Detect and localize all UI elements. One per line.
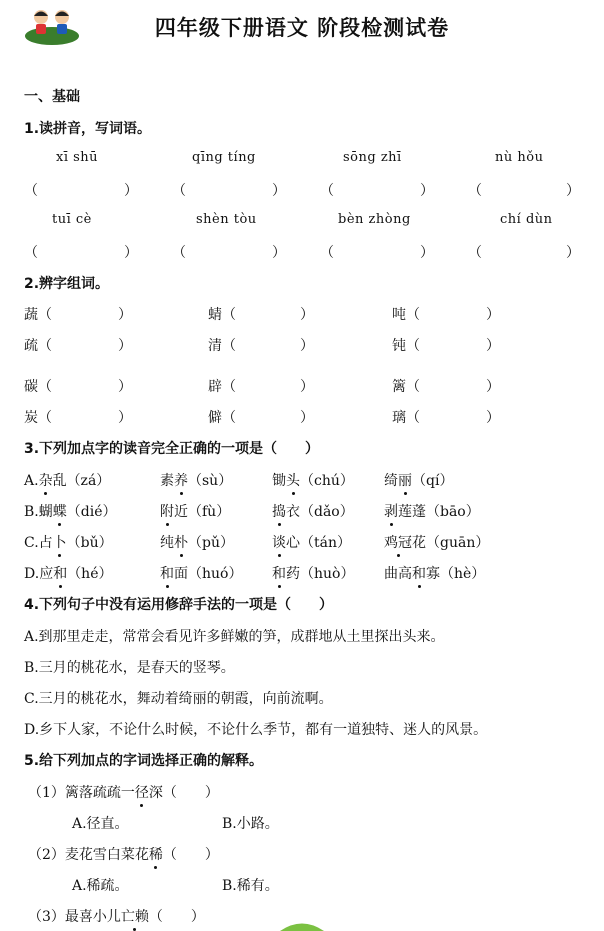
pinyin-reading: （dié） (66, 504, 117, 520)
word-blank-close: ） (486, 410, 500, 426)
word-rest: 面 (174, 566, 188, 582)
option-D-item (384, 563, 485, 583)
word-rest: 占 (38, 535, 53, 551)
dotted-char: 附 (160, 501, 174, 521)
dotted-char: 谈 (272, 532, 286, 552)
word-blank: 清（ (208, 338, 236, 354)
pinyin: qīng tíng (192, 150, 256, 165)
option-letter: A. (24, 473, 39, 489)
pinyin-reading: （bǔ） (66, 535, 113, 551)
q4-option-A: A.到那里走走，常常会看见许多鲜嫩的笋，成群地从土里探出头来。 (24, 629, 445, 645)
q5-text: （3）最喜小儿 (28, 909, 121, 925)
option-B-item (384, 501, 480, 521)
pinyin: shèn tòu (196, 212, 257, 227)
pinyin: sōng zhī (343, 150, 402, 165)
q4-option-D: D.乡下人家，不论什么时候，不论什么季节，都有一道独特、迷人的风景。 (24, 722, 488, 738)
pinyin-reading: （pǔ） (188, 535, 234, 551)
option-D-item (160, 563, 242, 583)
q5-label: 5.给下列加点的字词选择正确的解释。 (24, 753, 264, 769)
word-blank-close: ） (486, 307, 500, 323)
q5-text: （ ） (148, 909, 205, 925)
word-rest: 蝴 (38, 504, 53, 520)
word-blank-close: ） (118, 410, 132, 426)
pinyin: chí dùn (500, 212, 553, 227)
word-rest: 莲蓬 (398, 504, 426, 520)
word-rest: 乱 (52, 473, 67, 489)
option-B-item (160, 501, 230, 521)
word-rest: 近 (174, 504, 188, 520)
pinyin-reading: （guān） (426, 535, 490, 551)
q5-item-1-option-a: A.径直。 (72, 816, 129, 832)
option-C-item (384, 532, 489, 552)
pinyin-reading: 寡（hè） (426, 566, 486, 582)
pinyin: bèn zhòng (338, 212, 411, 227)
paren-close: ） (566, 183, 580, 199)
q5-item-1-option-b: B.小路。 (222, 816, 279, 832)
paren-open: （ (24, 183, 38, 199)
word-blank: 蔬（ (24, 307, 52, 323)
word-blank: 炭（ (24, 410, 52, 426)
paren-close: ） (124, 245, 138, 261)
word-blank-close: ） (486, 379, 500, 395)
q5-text: （2）麦花雪白菜花 (28, 847, 149, 863)
option-letter: B. (24, 504, 39, 520)
option-C (24, 532, 113, 552)
paren-open: （ (320, 245, 334, 261)
dotted-char: 蝶 (53, 501, 67, 521)
pinyin-reading: （sù） (188, 473, 233, 489)
dotted-char: 亡赖 (121, 906, 149, 926)
dotted-char: 养 (174, 470, 188, 490)
q5-text: （1）篱落疏疏一 (28, 785, 135, 801)
option-C-item (272, 532, 351, 552)
dotted-char: 卜 (53, 532, 67, 552)
q5-item-2 (28, 844, 219, 864)
word-blank-close: ） (118, 379, 132, 395)
paren-open: （ (468, 183, 482, 199)
word-rest: 药 (286, 566, 300, 582)
word-blank-close: ） (300, 338, 314, 354)
dotted-char: 和 (53, 563, 67, 583)
option-letter: C. (24, 535, 39, 551)
paren-open: （ (172, 245, 186, 261)
word-rest: 纯 (160, 535, 174, 551)
paren-open: （ (320, 183, 334, 199)
pinyin-reading: （qí） (412, 473, 454, 489)
pinyin-reading: （chú） (300, 473, 354, 489)
paren-open: （ (468, 245, 482, 261)
word-blank: 篱（ (392, 379, 420, 395)
paren-close: ） (272, 183, 286, 199)
q5-item-2-option-b: B.稀有。 (222, 878, 279, 894)
pinyin: tuī cè (52, 212, 92, 227)
option-A-item (272, 470, 354, 490)
q5-text: （ ） (162, 847, 219, 863)
paren-close: ） (420, 183, 434, 199)
pinyin-reading: （huó） (188, 566, 243, 582)
word-blank-close: ） (300, 410, 314, 426)
word-blank: 僻（ (208, 410, 236, 426)
word-rest: 曲高 (384, 566, 412, 582)
q4-option-C: C.三月的桃花水，舞动着绮丽的朝霞，向前流啊。 (24, 691, 333, 707)
option-D (24, 563, 113, 583)
dotted-char: 头 (286, 470, 300, 490)
pinyin-reading: （dǎo） (300, 504, 354, 520)
pinyin: nù hǒu (495, 150, 544, 165)
word-blank-close: ） (486, 338, 500, 354)
pinyin: xī shū (56, 150, 99, 165)
option-A-item (384, 470, 453, 490)
word-blank: 蜻（ (208, 307, 236, 323)
word-rest: 素 (160, 473, 174, 489)
q2-label: 2.辨字组词。 (24, 276, 110, 292)
dotted-char: 捣 (272, 501, 286, 521)
option-C-item (160, 532, 234, 552)
paren-open: （ (172, 183, 186, 199)
q5-text: 深（ ） (148, 785, 219, 801)
word-blank: 钝（ (392, 338, 420, 354)
green-semicircle-decoration (280, 922, 324, 931)
paren-close: ） (566, 245, 580, 261)
word-blank-close: ） (300, 379, 314, 395)
word-rest: 衣 (286, 504, 300, 520)
word-blank: 辟（ (208, 379, 236, 395)
word-rest: 心 (286, 535, 300, 551)
paren-close: ） (420, 245, 434, 261)
pinyin-reading: （hé） (67, 566, 113, 582)
word-blank: 疏（ (24, 338, 52, 354)
option-B-item (272, 501, 354, 521)
paren-close: ） (272, 245, 286, 261)
dotted-char: 剥 (384, 501, 398, 521)
dotted-char: 径 (135, 782, 149, 802)
option-A-item (160, 470, 232, 490)
word-rest: 锄 (272, 473, 286, 489)
pinyin-reading: （tán） (300, 535, 351, 551)
word-rest: 绮 (384, 473, 398, 489)
option-B (24, 501, 116, 521)
q4-label: 4.下列句子中没有运用修辞手法的一项是（ ） (24, 597, 334, 613)
word-blank: 吨（ (392, 307, 420, 323)
dotted-char: 和 (272, 563, 286, 583)
dotted-char: 鸡冠 (384, 532, 412, 552)
q4-option-B: B.三月的桃花水，是春天的竖琴。 (24, 660, 235, 676)
q5-item-3 (28, 906, 205, 926)
word-rest: 应 (39, 566, 54, 582)
q5-item-1 (28, 782, 219, 802)
word-blank: 璃（ (392, 410, 420, 426)
pinyin-reading: （huò） (300, 566, 355, 582)
paren-open: （ (24, 245, 38, 261)
q3-label: 3.下列加点字的读音完全正确的一项是（ ） (24, 441, 320, 457)
dotted-char: 和 (412, 563, 426, 583)
pinyin-reading: （zá） (66, 473, 111, 489)
q5-item-2-option-a: A.稀疏。 (72, 878, 129, 894)
pinyin-reading: （fù） (188, 504, 231, 520)
dotted-char: 朴 (174, 532, 188, 552)
word-blank: 碳（ (24, 379, 52, 395)
option-D-item (272, 563, 354, 583)
word-blank-close: ） (300, 307, 314, 323)
dotted-char: 丽 (398, 470, 412, 490)
word-blank-close: ） (118, 307, 132, 323)
dotted-char: 杂 (39, 470, 53, 490)
pinyin-reading: （bāo） (426, 504, 480, 520)
word-rest: 花 (412, 535, 426, 551)
section-heading: 一、基础 (24, 89, 80, 105)
dotted-char: 稀 (149, 844, 163, 864)
page-title: 四年级下册语文 阶段检测试卷 (154, 16, 450, 40)
option-letter: D. (24, 566, 40, 582)
q1-label: 1.读拼音，写词语。 (24, 121, 152, 137)
dotted-char: 和 (160, 563, 174, 583)
option-A (24, 470, 110, 490)
word-blank-close: ） (118, 338, 132, 354)
paren-close: ） (124, 183, 138, 199)
